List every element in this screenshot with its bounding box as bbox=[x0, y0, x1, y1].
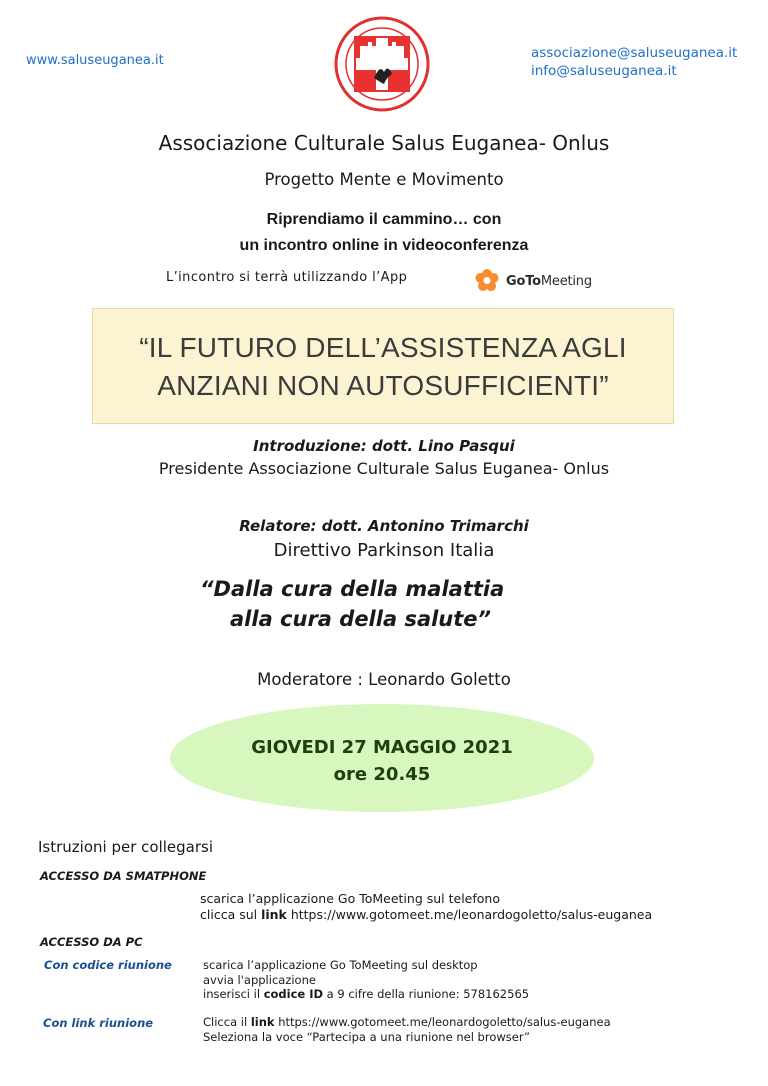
gotomeeting-brand: GoToMeeting bbox=[506, 273, 592, 289]
code-meeting-steps bbox=[203, 958, 529, 1002]
moderator: Moderatore : Leonardo Goletto bbox=[257, 670, 511, 689]
contact-emails bbox=[531, 44, 737, 80]
email-link-associazione[interactable]: associazione@saluseuganea.it bbox=[531, 45, 738, 61]
main-title-line-1: “IL FUTURO DELL’ASSISTENZA AGLI bbox=[139, 332, 627, 363]
smartphone-step-1: scarica l’applicazione Go ToMeeting sul telefono bbox=[200, 891, 500, 906]
introduction-role: Presidente Associazione Culturale Salus Euganea- Onlus bbox=[158, 459, 610, 478]
red-cross-association-seal-icon bbox=[334, 16, 430, 112]
date-ellipse bbox=[170, 704, 594, 812]
main-title bbox=[93, 329, 673, 405]
email-link-info[interactable]: info@saluseuganea.it bbox=[531, 63, 677, 79]
talk-title-line-1: “Dalla cura della malattia bbox=[200, 577, 505, 601]
organization-title: Associazione Culturale Salus Euganea- Onlus bbox=[158, 131, 610, 155]
speaker-role: Direttivo Parkinson Italia bbox=[273, 540, 495, 561]
smartphone-steps bbox=[200, 891, 652, 923]
speaker-label: Relatore: dott. Antonino Trimarchi bbox=[239, 517, 529, 535]
code-step-2: avvia l'applicazione bbox=[203, 972, 316, 987]
smartphone-meeting-link[interactable]: https://www.gotomeet.me/leonardogoletto/salus-euganea bbox=[286, 907, 653, 922]
smartphone-step-2: clicca sul link https://www.gotomeet.me/leonardogoletto/salus-euganea bbox=[200, 907, 653, 922]
tagline-line-1: Riprendiamo il cammino… con bbox=[266, 211, 502, 228]
talk-title bbox=[200, 574, 560, 634]
main-title-line-2: ANZIANI NON AUTOSUFFICIENTI” bbox=[157, 370, 609, 401]
code-step-1: scarica l’applicazione Go ToMeeting sul desktop bbox=[203, 958, 478, 972]
gotomeeting-flower-icon bbox=[474, 268, 500, 294]
introduction-label: Introduzione: dott. Lino Pasqui bbox=[253, 437, 515, 455]
gotomeeting-logo bbox=[474, 268, 592, 294]
pc-access-label: ACCESSO DA PC bbox=[40, 935, 143, 949]
code-meeting-label: Con codice riunione bbox=[44, 958, 172, 972]
website-link[interactable]: www.saluseuganea.it bbox=[26, 53, 164, 68]
tagline bbox=[0, 207, 768, 259]
association-logo bbox=[334, 16, 430, 112]
instructions-title: Istruzioni per collegarsi bbox=[38, 838, 213, 856]
smartphone-access-label: ACCESSO DA SMATPHONE bbox=[40, 869, 207, 883]
link-meeting-steps bbox=[203, 1015, 611, 1044]
app-note: L’incontro si terrà utilizzando l’App bbox=[166, 270, 408, 285]
link-step-1: Clicca il link https://www.gotomeet.me/leonardogoletto/salus-euganea bbox=[203, 1015, 611, 1029]
link-meeting-label: Con link riunione bbox=[43, 1016, 154, 1030]
talk-title-line-2: alla cura della salute” bbox=[230, 607, 492, 631]
event-day: GIOVEDI 27 MAGGIO 2021 bbox=[251, 737, 513, 758]
event-date bbox=[170, 734, 594, 788]
link-step-2: Seleziona la voce “Partecipa a una riunione nel browser” bbox=[203, 1029, 530, 1044]
event-time: ore 20.45 bbox=[333, 764, 431, 785]
pc-meeting-link[interactable]: https://www.gotomeet.me/leonardogoletto/salus-euganea bbox=[274, 1015, 611, 1029]
code-step-3: inserisci il codice ID a 9 cifre della riunione: 578162565 bbox=[203, 987, 530, 1001]
project-name: Progetto Mente e Movimento bbox=[264, 170, 504, 189]
tagline-line-2: un incontro online in videoconferenza bbox=[239, 237, 529, 254]
main-title-box bbox=[92, 308, 674, 424]
